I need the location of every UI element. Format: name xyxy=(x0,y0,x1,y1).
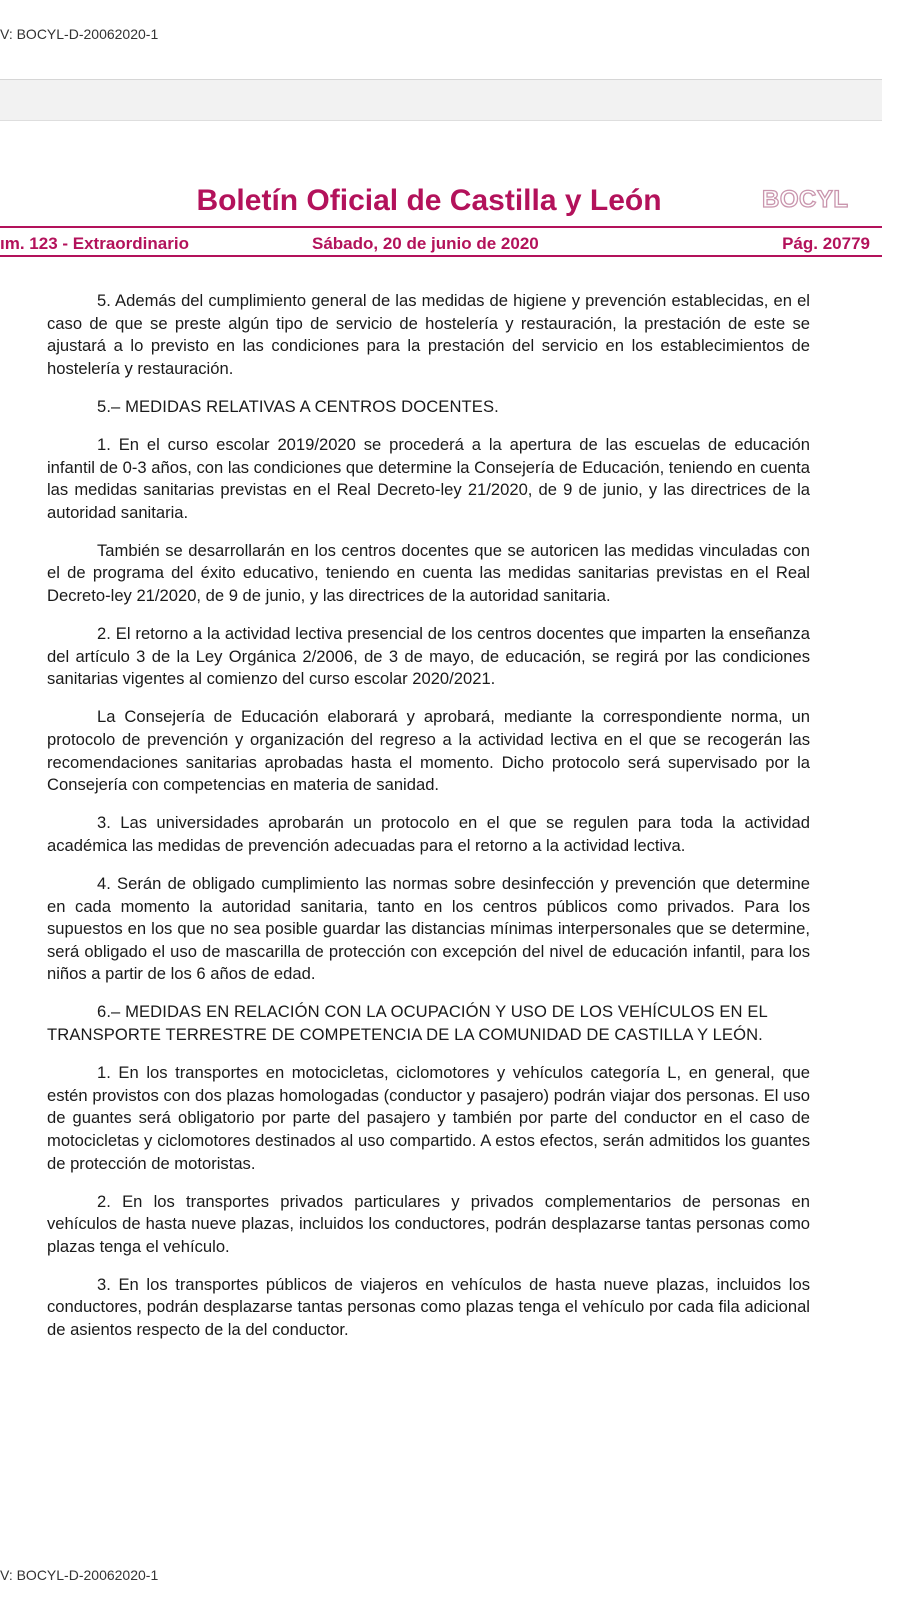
paragraph: También se desarrollarán en los centros docentes que se autoricen las medidas vinculadas con el de programa del éxito educativo, teniendo en cuenta las medidas sanitarias previstas en el Real Decreto-ley 21/2020, de 9 de junio, y las directrices de la autoridad sanitaria. xyxy=(47,540,810,606)
document-body xyxy=(47,290,810,1357)
cve-code-bottom: V: BOCYL-D-20062020-1 xyxy=(0,1567,159,1583)
paragraph: La Consejería de Educación elaborará y aprobará, mediante la correspondiente norma, un protocolo de prevención y organización del regreso a la actividad lectiva en el que se recogerán las recomendaciones sanitarias aprobadas hasta el momento. Dicho protocolo será supervisado por la Consejería con competencias en materia de sanidad. xyxy=(47,707,810,795)
toolbar-band xyxy=(0,80,882,121)
issue-number: ım. 123 - Extraordinario xyxy=(0,234,189,253)
paragraph: 3. Las universidades aprobarán un protocolo en el que se regulen para toda la actividad académica las medidas de prevención adecuadas para el retorno a la actividad lectiva. xyxy=(47,813,810,855)
cve-code-top: V: BOCYL-D-20062020-1 xyxy=(0,26,159,42)
paragraph: 1. En los transportes en motocicletas, ciclomotores y vehículos categoría L, en general, que estén provistos con dos plazas homologadas (conductor y pasajero) podrán viajar dos personas. El uso de guantes será obligatorio por parte del pasajero y también por parte del conductor en el caso de motocicletas y ciclomotores destinados al uso compartido. A estos efectos, serán admitidos los guantes de protección de motoristas. xyxy=(47,1063,810,1173)
issue-date: Sábado, 20 de junio de 2020 xyxy=(312,234,539,253)
bocyl-logo: BOCYL xyxy=(762,186,849,213)
paragraph: 2. En los transportes privados particulares y privados complementarios de personas en vehículos de hasta nueve plazas, incluidos los conductores, podrán desplazarse tantas personas como plazas tenga el vehículo. xyxy=(47,1191,810,1256)
issue-info-bar xyxy=(0,226,882,257)
paragraph: 5. Además del cumplimiento general de las medidas de higiene y prevención establecidas, en el caso de que se preste algún tipo de servicio de hostelería y restauración, la prestación de este se ajustará a lo previsto en las condiciones para la prestación del servicio en los establecimientos de hostelería y restauración. xyxy=(47,291,810,378)
paragraph: 1. En el curso escolar 2019/2020 se procederá a la apertura de las escuelas de educación infantil de 0-3 años, con las condiciones que determine la Consejería de Educación, teniendo en cuenta las medidas sanitarias previstas en el Real Decreto-ley 21/2020, de 9 de junio, y las directrices de la autoridad sanitaria. xyxy=(47,434,810,522)
section-heading: 5.– MEDIDAS RELATIVAS A CENTROS DOCENTES. xyxy=(97,396,499,416)
paragraph: 4. Serán de obligado cumplimiento las normas sobre desinfección y prevención que determine en cada momento la autoridad sanitaria, tanto en los centros públicos como privados. Para los supuestos en los que no sea posible guardar las distancias mínimas interpersonales que se determine, será obligado el uso de mascarilla de protección con excepción del nivel de educación infantil, para los niños a partir de los 6 años de edad. xyxy=(47,873,810,984)
section-heading: 6.– MEDIDAS EN RELACIÓN CON LA OCUPACIÓN Y USO DE LOS VEHÍCULOS EN EL TRANSPORTE TERRESTRE DE COMPETENCIA DE LA COMUNIDAD DE CASTILLA Y LEÓN. xyxy=(47,1002,768,1045)
paragraph: 2. El retorno a la actividad lectiva presencial de los centros docentes que imparten la enseñanza del artículo 3 de la Ley Orgánica 2/2006, de 3 de mayo, de educación, se regirá por las condiciones sanitarias vigentes al comienzo del curso escolar 2020/2021. xyxy=(47,624,810,689)
page-number: Pág. 20779 xyxy=(782,234,870,253)
bulletin-title: Boletín Oficial de Castilla y León xyxy=(196,184,662,217)
paragraph: 3. En los transportes públicos de viajeros en vehículos de hasta nueve plazas, incluidos los conductores, podrán desplazarse tantas personas como plazas tenga el vehículo por cada fila adicional de asientos respecto de la del conductor. xyxy=(47,1274,810,1340)
